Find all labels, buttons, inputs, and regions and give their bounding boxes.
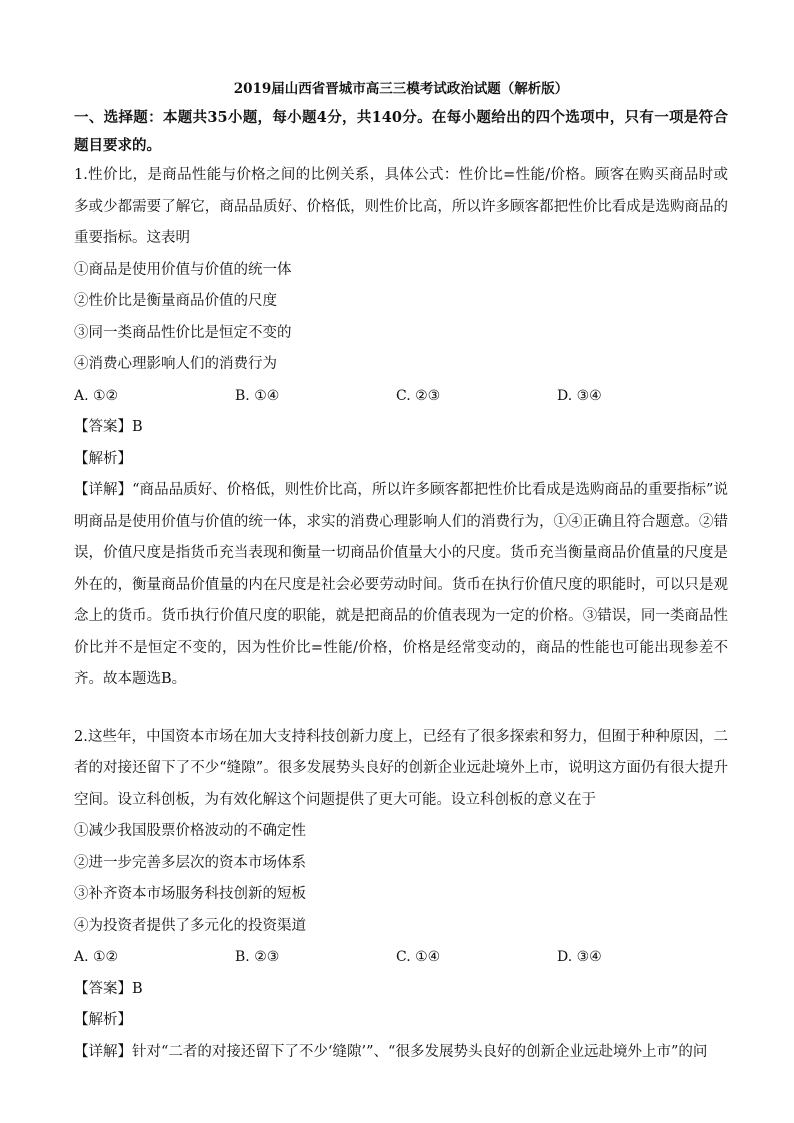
detail-explanation: 【详解】“商品品质好、价格低，则性价比高，所以许多顾客都把性价比看成是选购商品的重要指标”说明商品是使用价值与价值的统一体，求实的消费心理影响人们的消费行为，①④正确且符合题意。②错误，价值尺度是指货币充当表现和衡量一切商品价值量大小的尺度。货币充当衡量商品价值量的尺度是外在的，衡量商品价值量的内在尺度是社会必要劳动时间。货币在执行价值尺度的职能时，可以只是观念上的货币。货币执行价值尺度的职能，就是把商品的价值表现为一定的价格。③错误，同一类商品性价比并不是恒定不变的，因为性价比=性能/价格，价格是经常变动的，商品的性能也可能出现参差不齐。故本题选B。: [74, 482, 728, 687]
choice-a: A. ①②: [74, 387, 119, 404]
analysis-label: 【解析】: [74, 450, 132, 467]
choice-d: D. ③④: [557, 949, 602, 965]
answer-label: 【答案】B: [74, 419, 143, 435]
answer-label: 【答案】B: [74, 980, 143, 997]
choice-c: C. ①④: [396, 949, 441, 965]
choice-b: B. ②③: [235, 949, 280, 965]
spacer: [74, 696, 728, 722]
document-page: [74, 76, 728, 1068]
analysis-label: 【解析】: [74, 1012, 132, 1028]
document-title: 2019届山西省晋城市高三三模考试政治试题（解析版）: [233, 81, 569, 97]
section-heading: 一、选择题：本题共35小题，每小题4分，共140分。在每小题给出的四个选项中，只有一项是符合题目要求的。: [74, 109, 728, 154]
question-2: [74, 722, 728, 1069]
question-1: [74, 160, 728, 696]
answer-choices: [74, 381, 728, 413]
answer-choices: [74, 942, 728, 974]
choice-c: C. ②③: [396, 387, 441, 404]
choice-b: B. ①④: [235, 387, 280, 404]
statement-option: ②性价比是衡量商品价值的尺度: [74, 293, 277, 309]
statement-option: ④消费心理影响人们的消费行为: [74, 356, 277, 372]
statement-option: ③同一类商品性价比是恒定不变的: [74, 324, 292, 341]
statement-option: ④为投资者提供了多元化的投资渠道: [74, 917, 306, 934]
choice-a: A. ①②: [74, 949, 119, 965]
statement-option: ③补齐资本市场服务科技创新的短板: [74, 886, 306, 902]
statement-option: ①商品是使用价值与价值的统一体: [74, 261, 292, 278]
detail-explanation: 【详解】针对“二者的对接还留下了不少‘缝隙’”、“很多发展势头良好的创新企业远赴境外上市”的问: [74, 1043, 708, 1060]
statement-option: ①减少我国股票价格波动的不确定性: [74, 823, 306, 839]
statement-option: ②进一步完善多层次的资本市场体系: [74, 854, 306, 871]
question-stem: 1.性价比，是商品性能与价格之间的比例关系，具体公式：性价比=性能/价格。顾客在购买商品时或多或少都需要了解它，商品品质好、价格低，则性价比高，所以许多顾客都把性价比看成是选购商品的重要指标。这表明: [74, 167, 728, 246]
question-stem: 2.这些年，中国资本市场在加大支持科技创新力度上，已经有了很多探索和努力，但囿于种种原因，二者的对接还留下了不少“缝隙”。很多发展势头良好的创新企业远赴境外上市，说明这方面仍有很大提升空间。设立科创板，为有效化解这个问题提供了更大可能。设立科创板的意义在于: [74, 728, 728, 808]
choice-d: D. ③④: [557, 387, 602, 404]
